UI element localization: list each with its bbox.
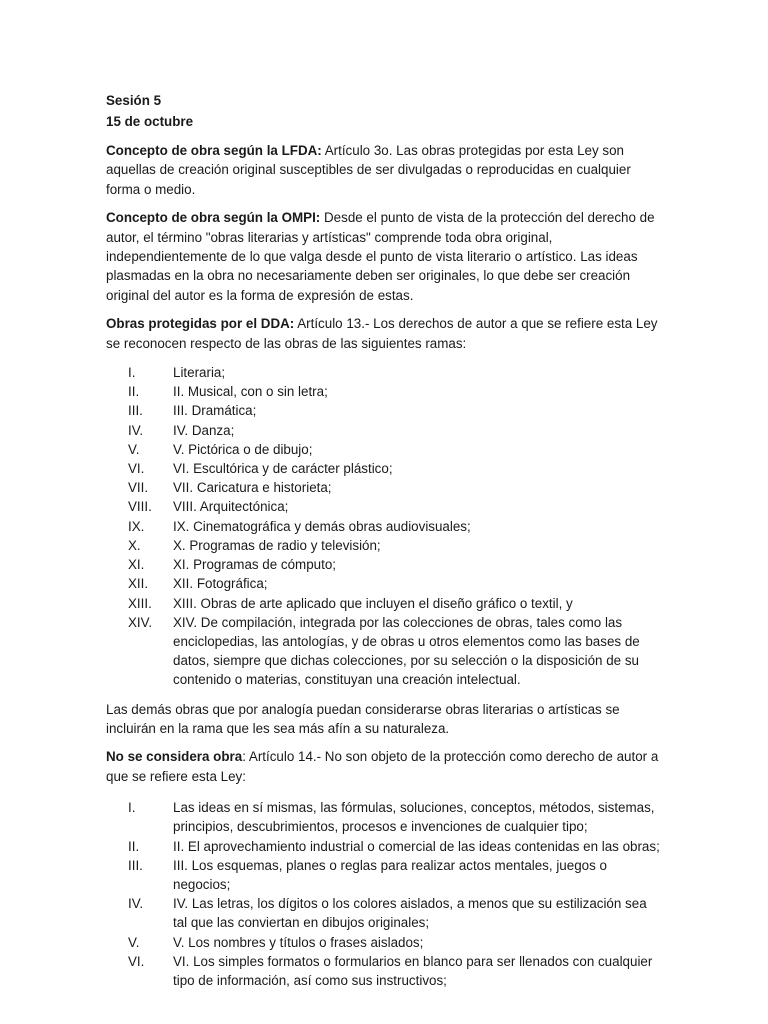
list-item-text: V. Los nombres y títulos o frases aislados; [173, 934, 424, 950]
ramas-list [106, 363, 662, 689]
list-item-text: VI. Escultórica y de carácter plástico; [173, 461, 393, 477]
list-item-text: III. Los esquemas, planes o reglas para realizar actos mentales, juegos o negocios; [173, 857, 607, 892]
list-item-text: VI. Los simples formatos o formularios en blanco para ser llenados con cualquier tipo de información, así como sus instructivos; [173, 953, 653, 988]
list-item [106, 536, 662, 555]
list-item-number: II. [128, 838, 140, 854]
list-item-number: VII. [128, 480, 149, 496]
document-header [106, 90, 662, 132]
list-item-text: V. Pictórica o de dibujo; [173, 441, 313, 457]
list-item-number: XIII. [128, 595, 152, 611]
list-item [106, 894, 662, 932]
list-item-number: IX. [128, 518, 145, 534]
list-item [106, 837, 662, 856]
no-obra-paragraph [106, 747, 662, 786]
list-item [106, 382, 662, 401]
list-item-text: IX. Cinematográfica y demás obras audiovisuales; [173, 518, 471, 534]
list-item-text: Literaria; [173, 365, 226, 381]
list-item [106, 459, 662, 478]
list-item-number: XIV. [128, 614, 153, 630]
list-item-number: I. [128, 800, 136, 816]
list-item-number: XI. [128, 557, 145, 573]
list-item [106, 613, 662, 690]
list-item [106, 440, 662, 459]
list-item-text: Las ideas en sí mismas, las fórmulas, soluciones, conceptos, métodos, sistemas, principios, descubrimientos, procesos e invenciones de cualquier tipo; [173, 800, 655, 835]
list-item-text: II. Musical, con o sin letra; [173, 384, 328, 400]
list-item-number: V. [128, 441, 140, 457]
dda-text: Artículo 13.- Los derechos de autor a que se refiere esta Ley se reconocen respecto de las obras de las siguientes ramas: [106, 316, 658, 351]
list-item-text: XIV. De compilación, integrada por las colecciones de obras, tales como las enciclopedias, las antologías, y de obras u otros elementos como las bases de datos, siempre que dichas colecciones, por su selección o la disposición de su contenido o materias, constituyan una creación intelectual. [173, 614, 640, 688]
list-item-text: VII. Caricatura e historieta; [173, 480, 332, 496]
list-item [106, 952, 662, 990]
list-item [106, 363, 662, 382]
list-item-text: VIII. Arquitectónica; [173, 499, 289, 515]
list-item [106, 933, 662, 952]
list-item-number: VI. [128, 953, 145, 969]
list-item [106, 798, 662, 836]
list-item-number: V. [128, 934, 140, 950]
list-item [106, 555, 662, 574]
session-title: Sesión 5 [106, 93, 162, 108]
lfda-lead: Concepto de obra según la LFDA: [106, 143, 322, 158]
list-item-number: I. [128, 365, 136, 381]
list-item [106, 401, 662, 420]
list-item-number: III. [128, 403, 143, 419]
list-item [106, 574, 662, 593]
list-item-text: III. Dramática; [173, 403, 257, 419]
list-item [106, 497, 662, 516]
list-item-number: II. [128, 384, 140, 400]
no-obra-list [106, 798, 662, 990]
list-item [106, 421, 662, 440]
lfda-text: Artículo 3o. Las obras protegidas por esta Ley son aquellas de creación original susceptibles de ser divulgadas o reproducidas en cualquier forma o medio. [106, 143, 631, 197]
list-item-number: XII. [128, 576, 149, 592]
list-item-number: VI. [128, 461, 145, 477]
session-date: 15 de octubre [106, 114, 194, 129]
list-item-number: IV. [128, 896, 144, 912]
dda-paragraph [106, 314, 662, 353]
list-item-number: X. [128, 537, 141, 553]
lfda-paragraph [106, 141, 662, 199]
list-item-text: IV. Danza; [173, 422, 235, 438]
list-item-text: X. Programas de radio y televisión; [173, 537, 381, 553]
list-item-number: IV. [128, 422, 144, 438]
list-item [106, 478, 662, 497]
list-item-number: III. [128, 857, 143, 873]
list-item-text: XII. Fotográfica; [173, 576, 268, 592]
list-item [106, 594, 662, 613]
list-item-text: XIII. Obras de arte aplicado que incluyen el diseño gráfico o textil, y [173, 595, 573, 611]
ompi-lead: Concepto de obra según la OMPI: [106, 210, 321, 226]
no-obra-lead: No se considera obra [106, 749, 243, 765]
list-item-text: II. El aprovechamiento industrial o comercial de las ideas contenidas en las obras; [173, 838, 660, 854]
ompi-text: Desde el punto de vista de la protección del derecho de autor, el término "obras literarias y artísticas" comprende toda obra original, independientemente de lo que valga desde el punto de vista literario o artístico. Las ideas plasmadas en la obra no necesariamente deben ser originales, lo que debe ser creación original del autor es la forma de expresión de estas. [106, 210, 655, 303]
ompi-paragraph [106, 208, 662, 305]
dda-lead: Obras protegidas por el DDA: [106, 316, 295, 332]
list-item [106, 856, 662, 894]
list-item [106, 517, 662, 536]
analogia-paragraph: Las demás obras que por analogía puedan considerarse obras literarias o artísticas se incluirán en la rama que les sea más afín a su naturaleza. [106, 701, 620, 736]
list-item-text: IV. Las letras, los dígitos o los colores aislados, a menos que su estilización sea tal que las conviertan en dibujos originales; [173, 896, 647, 931]
list-item-number: VIII. [128, 499, 152, 515]
list-item-text: XI. Programas de cómputo; [173, 557, 336, 573]
no-obra-text: : Artículo 14.- No son objeto de la protección como derecho de autor a que se refiere esta Ley: [106, 749, 659, 784]
